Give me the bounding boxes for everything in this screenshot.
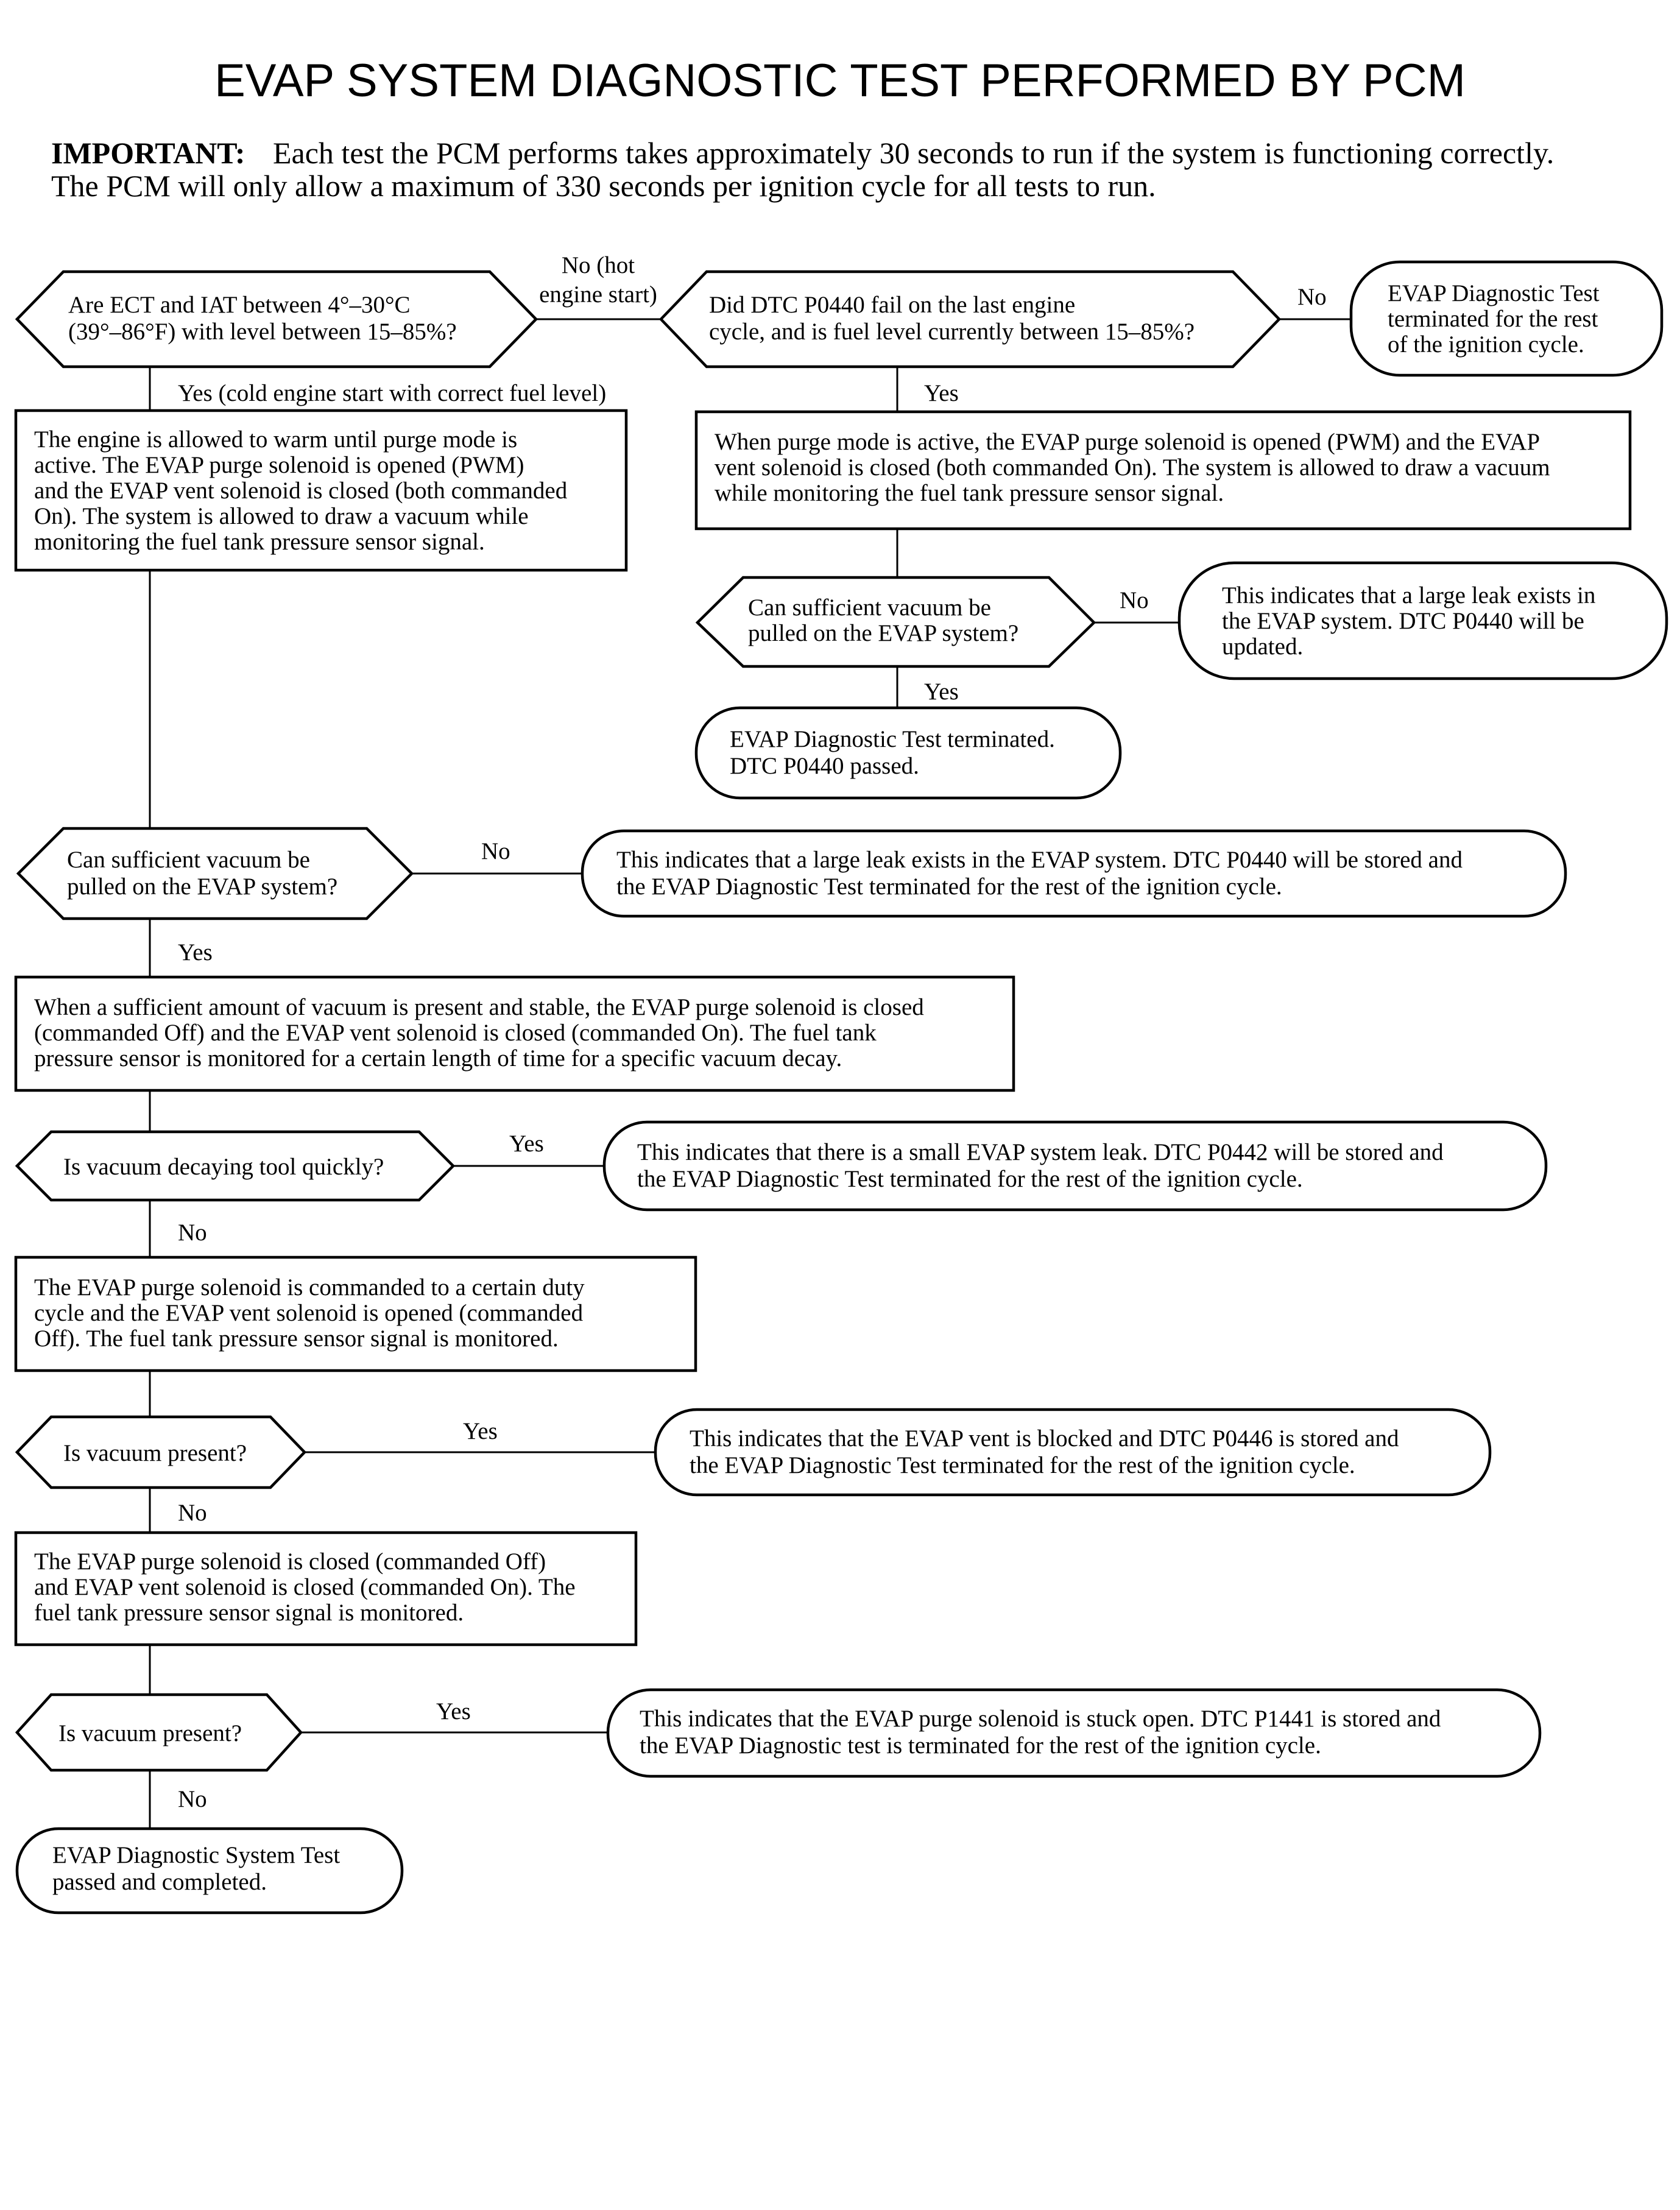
decision-d3-text-line: pulled on the EVAP system? bbox=[67, 874, 338, 900]
decision-d1-text-line: (39°–86°F) with level between 15–85%? bbox=[68, 319, 457, 345]
process-left-text-line: monitoring the fuel tank pressure sensor signal. bbox=[34, 529, 485, 555]
important-label: IMPORTANT: bbox=[51, 136, 245, 170]
terminal-hot-start-text-line: terminated for the rest bbox=[1388, 306, 1598, 332]
decision-d3-text bbox=[67, 847, 337, 900]
terminal-small-leak-text-line: This indicates that there is a small EVAP system leak. DTC P0442 will be stored and bbox=[637, 1139, 1444, 1165]
terminal-final-passed-text-line: passed and completed. bbox=[52, 1869, 267, 1895]
decision-right-text-line: Can sufficient vacuum be bbox=[748, 595, 991, 621]
label-d4-yes: Yes bbox=[509, 1131, 544, 1157]
terminal-vent-blocked-text-line: the EVAP Diagnostic Test terminated for the rest of the ignition cycle. bbox=[690, 1452, 1355, 1478]
process-left-text-line: On). The system is allowed to draw a vacuum while bbox=[34, 503, 529, 529]
decision-right-text bbox=[748, 595, 1018, 646]
decision-d3-text-line: Can sufficient vacuum be bbox=[67, 847, 310, 873]
terminal-hot-start-text-line: of the ignition cycle. bbox=[1388, 331, 1584, 358]
process-left-text-line: and the EVAP vent solenoid is closed (both commanded bbox=[34, 478, 568, 504]
label-d2-yes: Yes bbox=[924, 380, 959, 406]
terminal-large-leak-text-line: the EVAP Diagnostic Test terminated for the rest of the ignition cycle. bbox=[616, 874, 1282, 900]
terminal-purge-stuck-text-line: the EVAP Diagnostic test is terminated for the rest of the ignition cycle. bbox=[640, 1732, 1321, 1759]
decision-d6-text bbox=[58, 1720, 242, 1746]
process-right-text-line: while monitoring the fuel tank pressure sensor signal. bbox=[715, 480, 1224, 506]
label-d3-yes: Yes bbox=[178, 939, 213, 966]
decision-d5-text-line: Is vacuum present? bbox=[63, 1440, 247, 1466]
decision-right-text-line: pulled on the EVAP system? bbox=[748, 620, 1019, 646]
terminal-right-leak-text-line: the EVAP system. DTC P0440 will be bbox=[1222, 608, 1584, 634]
process-vacuum-stable-text-line: pressure sensor is monitored for a certain length of time for a specific vacuum decay. bbox=[34, 1045, 842, 1071]
decision-d6-text-line: Is vacuum present? bbox=[58, 1720, 242, 1746]
process-left-text-line: active. The EVAP purge solenoid is opened (PWM) bbox=[34, 452, 524, 478]
terminal-small-leak-text-line: the EVAP Diagnostic Test terminated for the rest of the ignition cycle. bbox=[637, 1166, 1303, 1192]
terminal-purge-stuck-text bbox=[640, 1706, 1441, 1759]
label-d6-no: No bbox=[178, 1786, 207, 1812]
decision-d5-text bbox=[63, 1440, 247, 1466]
label-d5-no: No bbox=[178, 1500, 207, 1526]
label-cold-start: Yes (cold engine start with correct fuel level) bbox=[178, 380, 607, 406]
process-right-text-line: When purge mode is active, the EVAP purge solenoid is opened (PWM) and the EVAP bbox=[715, 429, 1541, 455]
terminal-right-leak-text-line: updated. bbox=[1222, 634, 1304, 660]
terminal-large-leak-text-line: This indicates that a large leak exists in the EVAP system. DTC P0440 will be stored and bbox=[616, 847, 1463, 873]
important-line-2: The PCM will only allow a maximum of 330 seconds per ignition cycle for all tests to run. bbox=[51, 169, 1156, 203]
page-title: EVAP SYSTEM DIAGNOSTIC TEST PERFORMED BY PCM bbox=[214, 55, 1466, 107]
process-vent-open-text-line: cycle and the EVAP vent solenoid is opened (commanded bbox=[34, 1300, 584, 1326]
decision-d4-text bbox=[63, 1154, 384, 1180]
terminal-final-passed-text-line: EVAP Diagnostic System Test bbox=[52, 1842, 341, 1868]
decision-d2-text-line: Did DTC P0440 fail on the last engine bbox=[709, 292, 1076, 318]
terminal-right-passed-text-line: EVAP Diagnostic Test terminated. bbox=[730, 726, 1055, 752]
terminal-hot-start-text-line: EVAP Diagnostic Test bbox=[1388, 280, 1600, 306]
label-hot-start bbox=[539, 252, 657, 308]
decision-d1-text bbox=[68, 292, 457, 345]
process-both-closed-text-line: fuel tank pressure sensor signal is monitored. bbox=[34, 1600, 464, 1626]
decision-d4-text-line: Is vacuum decaying tool quickly? bbox=[63, 1154, 384, 1180]
label-hot-start-line: No (hot bbox=[561, 252, 635, 278]
terminal-hot-start-text bbox=[1388, 280, 1600, 358]
important-line-1: Each test the PCM performs takes approximately 30 seconds to run if the system is functioning correctly. bbox=[273, 136, 1555, 170]
label-d4-no: No bbox=[178, 1220, 207, 1246]
terminal-right-passed-text-line: DTC P0440 passed. bbox=[730, 753, 919, 779]
process-both-closed-text-line: and EVAP vent solenoid is closed (commanded On). The bbox=[34, 1574, 576, 1600]
process-vent-open-text bbox=[34, 1274, 585, 1352]
label-hot-start-line: engine start) bbox=[539, 281, 657, 308]
terminal-right-leak-text-line: This indicates that a large leak exists in bbox=[1222, 582, 1596, 609]
label-d6-yes: Yes bbox=[436, 1698, 471, 1725]
process-right-text-line: vent solenoid is closed (both commanded On). The system is allowed to draw a vacuum bbox=[715, 454, 1550, 481]
label-right-decision-yes: Yes bbox=[924, 679, 959, 705]
label-d2-no: No bbox=[1297, 284, 1327, 310]
label-d3-no: No bbox=[481, 838, 510, 864]
process-left-text-line: The engine is allowed to warm until purge mode is bbox=[34, 426, 518, 453]
process-vacuum-stable-text-line: (commanded Off) and the EVAP vent solenoid is closed (commanded On). The fuel tank bbox=[34, 1020, 877, 1046]
decision-d1-text-line: Are ECT and IAT between 4°–30°C bbox=[68, 292, 411, 318]
process-both-closed-text-line: The EVAP purge solenoid is closed (commanded Off) bbox=[34, 1548, 546, 1575]
process-vacuum-stable-text bbox=[34, 994, 924, 1071]
decision-d2-text-line: cycle, and is fuel level currently between 15–85%? bbox=[709, 319, 1195, 345]
terminal-purge-stuck-text-line: This indicates that the EVAP purge solenoid is stuck open. DTC P1441 is stored and bbox=[640, 1706, 1441, 1732]
label-d5-yes: Yes bbox=[463, 1418, 498, 1444]
terminal-vent-blocked-text bbox=[690, 1425, 1399, 1478]
process-vent-open-text-line: Off). The fuel tank pressure sensor signal is monitored. bbox=[34, 1326, 559, 1352]
process-vacuum-stable-text-line: When a sufficient amount of vacuum is present and stable, the EVAP purge solenoid is closed bbox=[34, 994, 924, 1020]
process-vent-open-text-line: The EVAP purge solenoid is commanded to a certain duty bbox=[34, 1274, 585, 1301]
terminal-vent-blocked-text-line: This indicates that the EVAP vent is blocked and DTC P0446 is stored and bbox=[690, 1425, 1399, 1452]
label-right-decision-no: No bbox=[1120, 587, 1149, 613]
